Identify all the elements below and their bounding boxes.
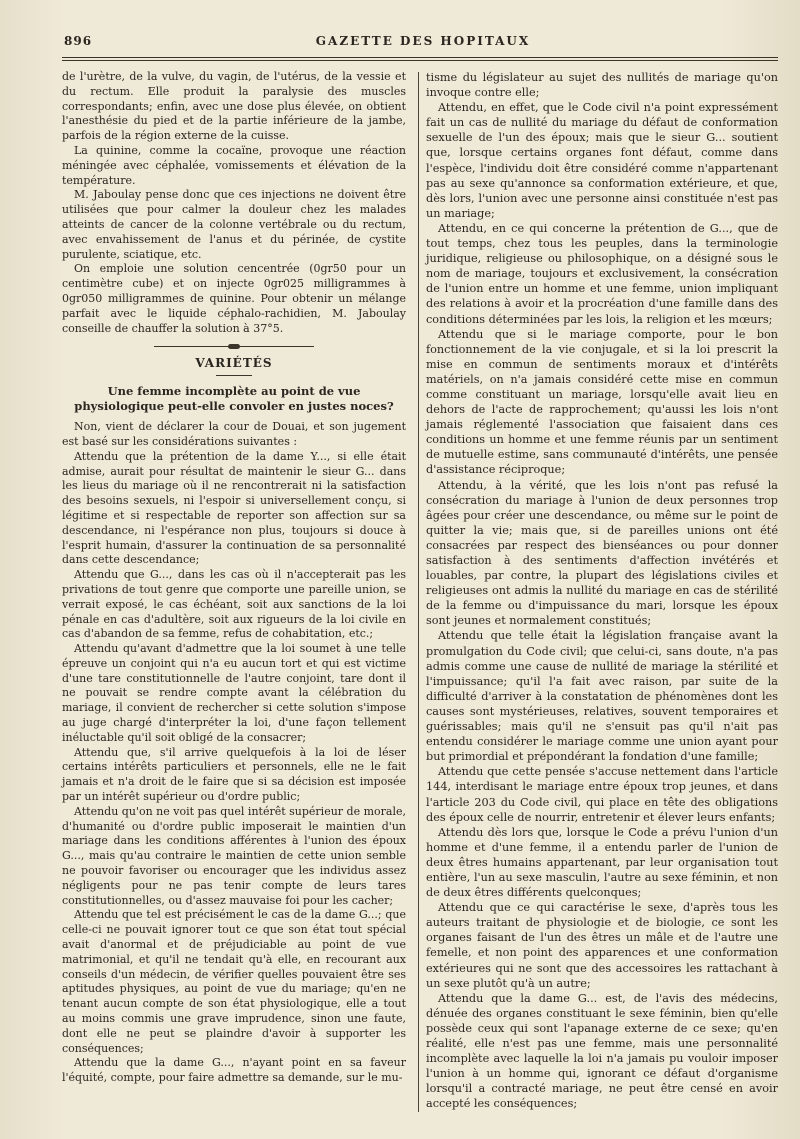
paragraph: Non, vient de déclarer la cour de Douai, et son jugement est basé sur les considérations suivantes : — [62, 420, 406, 448]
header-rule-double — [62, 60, 778, 61]
paragraph: de l'urètre, de la vulve, du vagin, de l'utérus, de la vessie et du rectum. Elle produit la paralysie des muscles correspondants; enfin, avec une dose plus élevée, on obtient l'anesthésie du pied et de la partie inférieure de la jambe, parfois de la région externe de la cuisse. — [62, 70, 406, 143]
paragraph: Attendu que tel est précisément le cas de la dame G...; que celle-ci ne pouvait ignorer tout ce que son état tout spécial avait d'anormal et de préjudiciable au point de vue matrimonial, et qu'il ne tendait qu'à elle, en recourant aux conseils d'un médecin, de vérifier quelles pouvaient être ses aptitudes physiques, au point de vue du mariage; qu'en ne tenant aucun compte de son état physiologique, elle a tout au moins commis une grave imprudence, sinon une faute, dont elle ne peut se plaindre d'avoir à supporter les conséquences; — [62, 908, 406, 1055]
paragraph: On emploie une solution cencentrée (0gr50 pour un centimètre cube) et on injecte 0gr025 milligrammes à 0gr050 milligrammes de quinine. Pour obtenir un mélange parfait avec le liquide céphalo-rachidien, M. Jaboulay conseille de chauffer la solution à 37°5. — [62, 262, 406, 335]
paragraph: M. Jaboulay pense donc que ces injections ne doivent être utilisées que pour calmer la douleur chez les malades atteints de cancer de la colonne vertébrale ou du rectum, avec envahissement de l'anus et du périnée, de cystite purulente, sciatique, etc. — [62, 188, 406, 261]
short-rule — [216, 375, 252, 376]
paragraph: Attendu dès lors que, lorsque le Code a prévu l'union d'un homme et d'une femme, il a entendu parler de l'union de deux êtres humains appartenant, par leur organisation tout entière, l'un au sexe masculin, l'autre au sexe féminin, et non de deux êtres différents quelconques; — [426, 825, 778, 900]
paragraph: Attendu qu'avant d'admettre que la loi soumet à une telle épreuve un conjoint qui n'a eu aucun tort et qui est victime d'une tare constitutionnelle de l'autre conjoint, tare dont il ne pouvait se rendre compte avant la célébration du mariage, il convient de rechercher si cette solution s'impose au juge chargé d'interpréter la loi, d'une façon tellement inéluctable qu'il soit obligé de la consacrer; — [62, 642, 406, 744]
paragraph: Attendu que la dame G..., n'ayant point en sa faveur l'équité, compte, pour faire admettre sa demande, sur le mu- — [62, 1056, 406, 1085]
paragraph: Attendu que si le mariage comporte, pour le bon fonctionnement de la vie conjugale, et si la loi prescrit la mise en commun de sentiments moraux et d'intérêts matériels, on n'a jamais considéré cette mise en commun comme constituant un mariage, lorsqu'elle avait lieu en dehors de l'acte de rapprochement; qu'aussi les lois n'ont jamais réglementé l'association que faisaient dans ces conditions un homme et une femme réunis par un sentiment de mutuelle estime, sans communauté d'intérêts, une pensée d'assistance réciproque; — [426, 327, 778, 477]
paragraph: Attendu, en ce qui concerne la prétention de G..., que de tout temps, chez tous les peuples, dans la terminologie juridique, religieuse ou philosophique, on a désigné sous le nom de mariage, toujours et exclusivement, la consécration de l'union entre un homme et une femme, union impliquant des relations à avoir et la procréation d'une famille dans des conditions déterminées par les lois, la religion et les mœurs; — [426, 221, 778, 326]
paragraph: La quinine, comme la cocaïne, provoque une réaction méningée avec céphalée, vomissements et élévation de la température. — [62, 143, 406, 187]
column-divider — [418, 72, 419, 1112]
page-number: 896 — [64, 34, 93, 48]
ornament-divider — [154, 344, 314, 350]
paragraph: Attendu que la prétention de la dame Y..., si elle était admise, aurait pour résultat de maintenir le sieur G... dans les lieus du mariage où il ne rencontrerait ni la satisfaction des besoins sexuels, ni l'espoir si universellement conçu, si légitime et si respectable de reporter son affection sur sa descendance, ni l'espérance non plus, toujours si douce à l'esprit humain, d'assurer la continuation de sa personnalité dans cette descendance; — [62, 449, 406, 567]
paragraph: Attendu que, s'il arrive quelquefois à la loi de léser certains intérêts particuliers et personnels, elle ne le fait jamais et n'a droit de le faire que si sa décision est imposée par un intérêt supérieur ou d'ordre public; — [62, 745, 406, 804]
paragraph: Attendu, en effet, que le Code civil n'a point expressément fait un cas de nullité du mariage du défaut de conformation sexuelle de l'un des époux; mais que le sieur G... soutient que, lorsque certains organes font défaut, comme dans l'espèce, l'individu doit être considéré comme n'appartenant pas au sexe qu'annonce sa conformation extérieure, et que, dès lors, l'union avec une personne ainsi constituée n'est pas un mariage; — [426, 101, 778, 220]
article-title: Une femme incomplète au point de vue physiologique peut-elle convoler en justes noces? — [74, 384, 394, 414]
paragraph: Attendu que la dame G... est, de l'avis des médecins, dénuée des organes constituant le sexe féminin, bien qu'elle possède ceux qui sont l'apanage externe de ce sexe; qu'en réalité, elle n'est pas une femme, mais une personnalité incomplète avec laquelle la loi n'a jamais pu vouloir imposer l'union à un homme qui, ignorant ce défaut d'organisme lorsqu'il a contracté mariage, ne peut être censé en avoir accepté les conséquences; — [426, 991, 778, 1111]
journal-title: GAZETTE DES HOPITAUX — [315, 34, 531, 48]
running-head — [62, 34, 784, 54]
paragraph: Attendu que G..., dans les cas où il n'accepterait pas les privations de tout genre que comporte une pareille union, se verrait exposé, le cas échéant, soit aux sanctions de la loi pénale en cas d'adultère, soit aux rigueurs de la loi civile en cas d'abandon de sa femme, refus de cohabitation, etc.; — [62, 568, 406, 641]
paragraph: Attendu que ce qui caractérise le sexe, d'après tous les auteurs traitant de physiologie et de biologie, ce sont les organes faisant de l'un des êtres un mâle et de l'autre une femelle, et non point des apparences et une conformation extérieures qui ne sont que des accessoires les rattachant à un sexe plutôt qu'à un autre; — [426, 901, 778, 990]
left-column — [62, 70, 406, 1086]
paragraph: tisme du législateur au sujet des nullités de mariage qu'on invoque contre elle; — [426, 71, 778, 100]
header-rule — [62, 57, 778, 58]
paragraph: Attendu, à la vérité, que les lois n'ont pas refusé la consécration du mariage à l'union de deux personnes trop âgées pour créer une descendance, ou même sur le point de quitter la vie; mais que, si de pareilles unions ont été consacrées par respect des bienséances ou pour donner satisfaction à des sentiments d'affection invétérés et louables, par contre, la plupart des législations civiles et religieuses ont admis la nullité du mariage en cas de stérilité de la femme ou d'impuissance du mari, lorsque les époux sont jeunes et normalement constitués; — [426, 478, 778, 628]
paragraph: Attendu qu'on ne voit pas quel intérêt supérieur de morale, d'humanité ou d'ordre public imposerait le maintien d'un mariage dans les conditions afférentes à l'union des époux G..., mais qu'au contraire le maintien de cette union semble ne pouvoir favoriser ou encourager que les individus assez négligents pour ne pas tenir compte de leurs tares constitutionnelles, ou d'assez mauvaise foi pour les cacher; — [62, 804, 406, 907]
section-title: VARIÉTÉS — [195, 356, 273, 371]
right-column — [426, 70, 778, 1111]
paragraph: Attendu que cette pensée s'accuse nettement dans l'article 144, interdisant le mariage entre époux trop jeunes, et dans l'article 203 du Code civil, qui place en tête des obligations des époux celle de nourrir, entretenir et élever leurs enfants; — [426, 765, 778, 824]
paragraph: Attendu que telle était la législation française avant la promulgation du Code civil; que celui-ci, sans doute, n'a pas admis comme une cause de nullité de mariage la stérilité et l'impuissance; qu'il l'a fait avec raison, par suite de la difficulté d'arriver à la constatation de phénomènes dont les causes sont mystérieuses, relatives, souvent temporaires et guérissables; mais qu'il ne s'ensuit pas qu'il n'ait pas entendu considérer le mariage comme une union ayant pour but primordial et prépondérant la fondation d'une famille; — [426, 629, 778, 764]
